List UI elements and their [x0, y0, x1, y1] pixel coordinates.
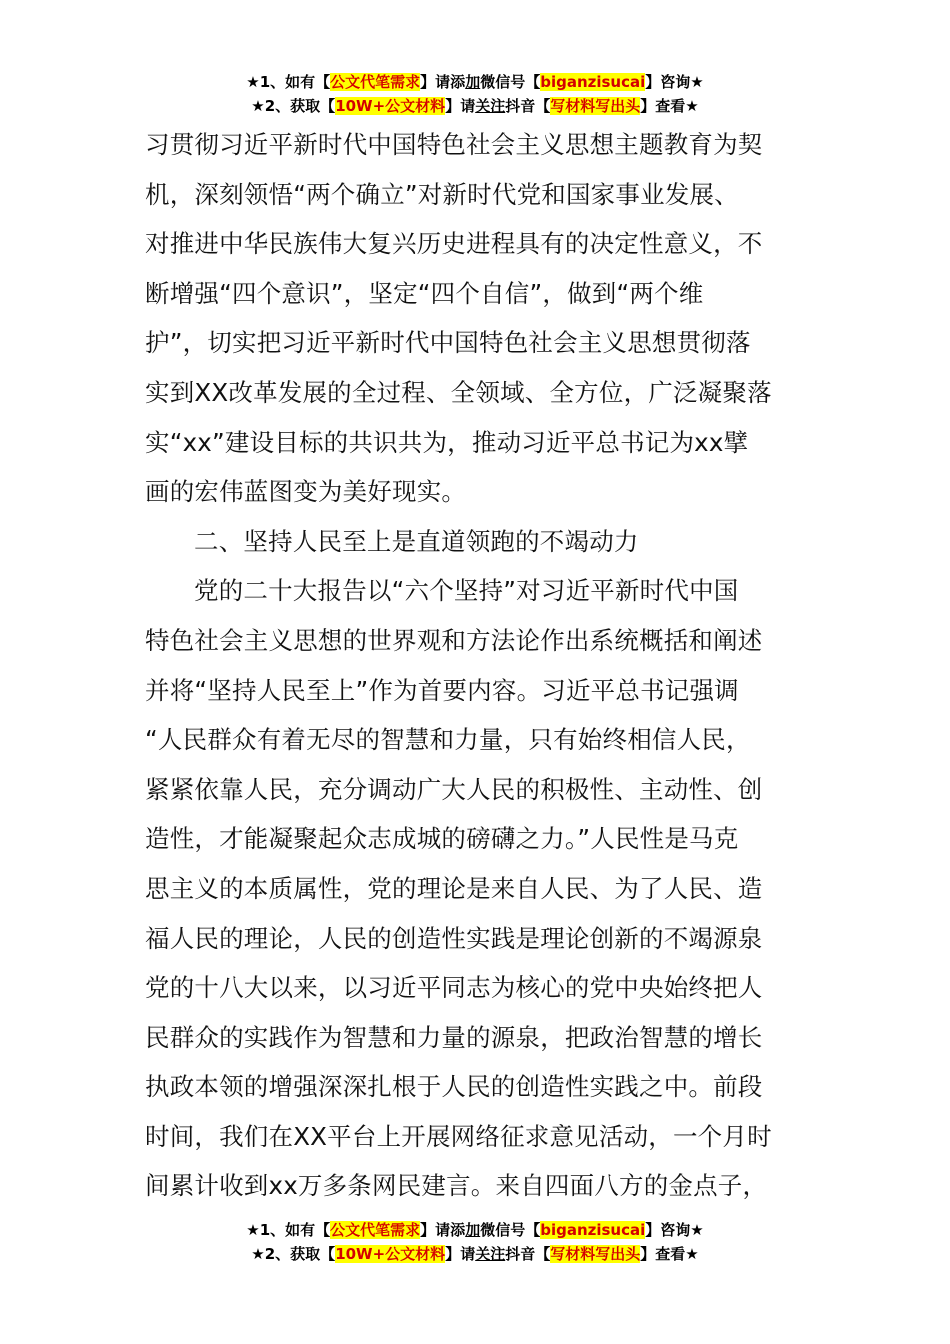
text-line: 实到XX改革发展的全过程、全领域、全方位，广泛凝聚落 — [145, 377, 772, 407]
banner-text: 抖音【 — [505, 97, 551, 115]
banner-highlight: 10W+公文材料 — [335, 97, 446, 115]
text-line: 并将“坚持人民至上”作为首要内容。习近平总书记强调 — [145, 675, 739, 705]
banner-text: ★2、获取【 — [251, 1245, 336, 1263]
document-body — [145, 120, 810, 1211]
banner-text: 】咨询★ — [645, 73, 704, 91]
banner-highlight: biganzisucai — [540, 73, 646, 91]
banner-text: 抖音【 — [505, 1245, 551, 1263]
banner-text: 】请添 — [420, 1221, 466, 1239]
banner-text: 】请添 — [420, 73, 466, 91]
text-line: 特色社会主义思想的世界观和方法论作出系统概括和阐述 — [145, 625, 763, 655]
banner-highlight: 写材料写出头 — [550, 97, 641, 115]
banner-highlight: 公文代笔需求 — [330, 73, 421, 91]
banner-text: 】查看★ — [640, 97, 699, 115]
text-line: 间累计收到xx万多条网民建言。来自四面八方的金点子， — [145, 1171, 768, 1201]
banner-underlined: 关注 — [475, 97, 506, 115]
text-line: 时间，我们在XX平台上开展网络征求意见活动，一个月时 — [145, 1121, 772, 1151]
heading-text: 二、坚持人民至上是直道领跑的不竭动力 — [194, 526, 639, 556]
banner-text: ★1、如有【 — [246, 1221, 331, 1239]
text-line: 实“xx”建设目标的共识共为，推动习近平总书记为xx擘 — [145, 427, 749, 457]
banner-underlined: 关注 — [475, 1245, 506, 1263]
text-line: 民群众的实践作为智慧和力量的源泉，把政治智慧的增长 — [145, 1022, 763, 1052]
text-line: 造性，才能凝聚起众志成城的磅礴之力。”人民性是马克 — [145, 824, 739, 854]
paragraph-2 — [145, 566, 810, 1211]
banner-text: 】咨询★ — [645, 1221, 704, 1239]
text-line: 画的宏伟蓝图变为美好现实。 — [145, 477, 467, 507]
text-line: 护”，切实把习近平新时代中国特色社会主义思想贯彻落 — [145, 328, 751, 358]
section-heading-2 — [145, 517, 810, 567]
top-banner — [0, 70, 950, 118]
banner-line-2 — [0, 94, 950, 118]
paragraph-1 — [145, 120, 810, 517]
banner-text: ★1、如有【 — [246, 73, 331, 91]
banner-line-1 — [0, 70, 950, 94]
banner-text: 】请 — [445, 1245, 476, 1263]
banner-line-2 — [0, 1242, 950, 1266]
text-line: 执政本领的增强深深扎根于人民的创造性实践之中。前段 — [145, 1072, 763, 1102]
text-line: 紧紧依靠人民，充分调动广大人民的积极性、主动性、创 — [145, 774, 763, 804]
text-line: 断增强“四个意识”，坚定“四个自信”，做到“两个维 — [145, 278, 704, 308]
banner-highlight: 公文代笔需求 — [330, 1221, 421, 1239]
text-line: 对推进中华民族伟大复兴历史进程具有的决定性意义，不 — [145, 229, 763, 259]
banner-text: 】查看★ — [640, 1245, 699, 1263]
banner-text: ★2、获取【 — [251, 97, 336, 115]
text-line: “人民群众有着无尽的智慧和力量，只有始终相信人民， — [145, 725, 751, 755]
bottom-banner — [0, 1218, 950, 1266]
banner-highlight: 写材料写出头 — [550, 1245, 641, 1263]
banner-line-1 — [0, 1218, 950, 1242]
banner-highlight: biganzisucai — [540, 1221, 646, 1239]
banner-underlined: 加 — [465, 73, 481, 91]
banner-underlined: 加 — [465, 1221, 481, 1239]
text-line: 党的十八大以来，以习近平同志为核心的党中央始终把人 — [145, 973, 763, 1003]
text-line: 机，深刻领悟“两个确立”对新时代党和国家事业发展、 — [145, 179, 739, 209]
text-line: 思主义的本质属性，党的理论是来自人民、为了人民、造 — [145, 873, 763, 903]
text-line: 习贯彻习近平新时代中国特色社会主义思想主题教育为契 — [145, 130, 763, 159]
banner-text: 】请 — [445, 97, 476, 115]
banner-text: 微信号【 — [480, 73, 541, 91]
text-line: 福人民的理论，人民的创造性实践是理论创新的不竭源泉 — [145, 923, 763, 953]
banner-highlight: 10W+公文材料 — [335, 1245, 446, 1263]
text-line: 党的二十大报告以“六个坚持”对习近平新时代中国 — [194, 576, 739, 606]
banner-text: 微信号【 — [480, 1221, 541, 1239]
